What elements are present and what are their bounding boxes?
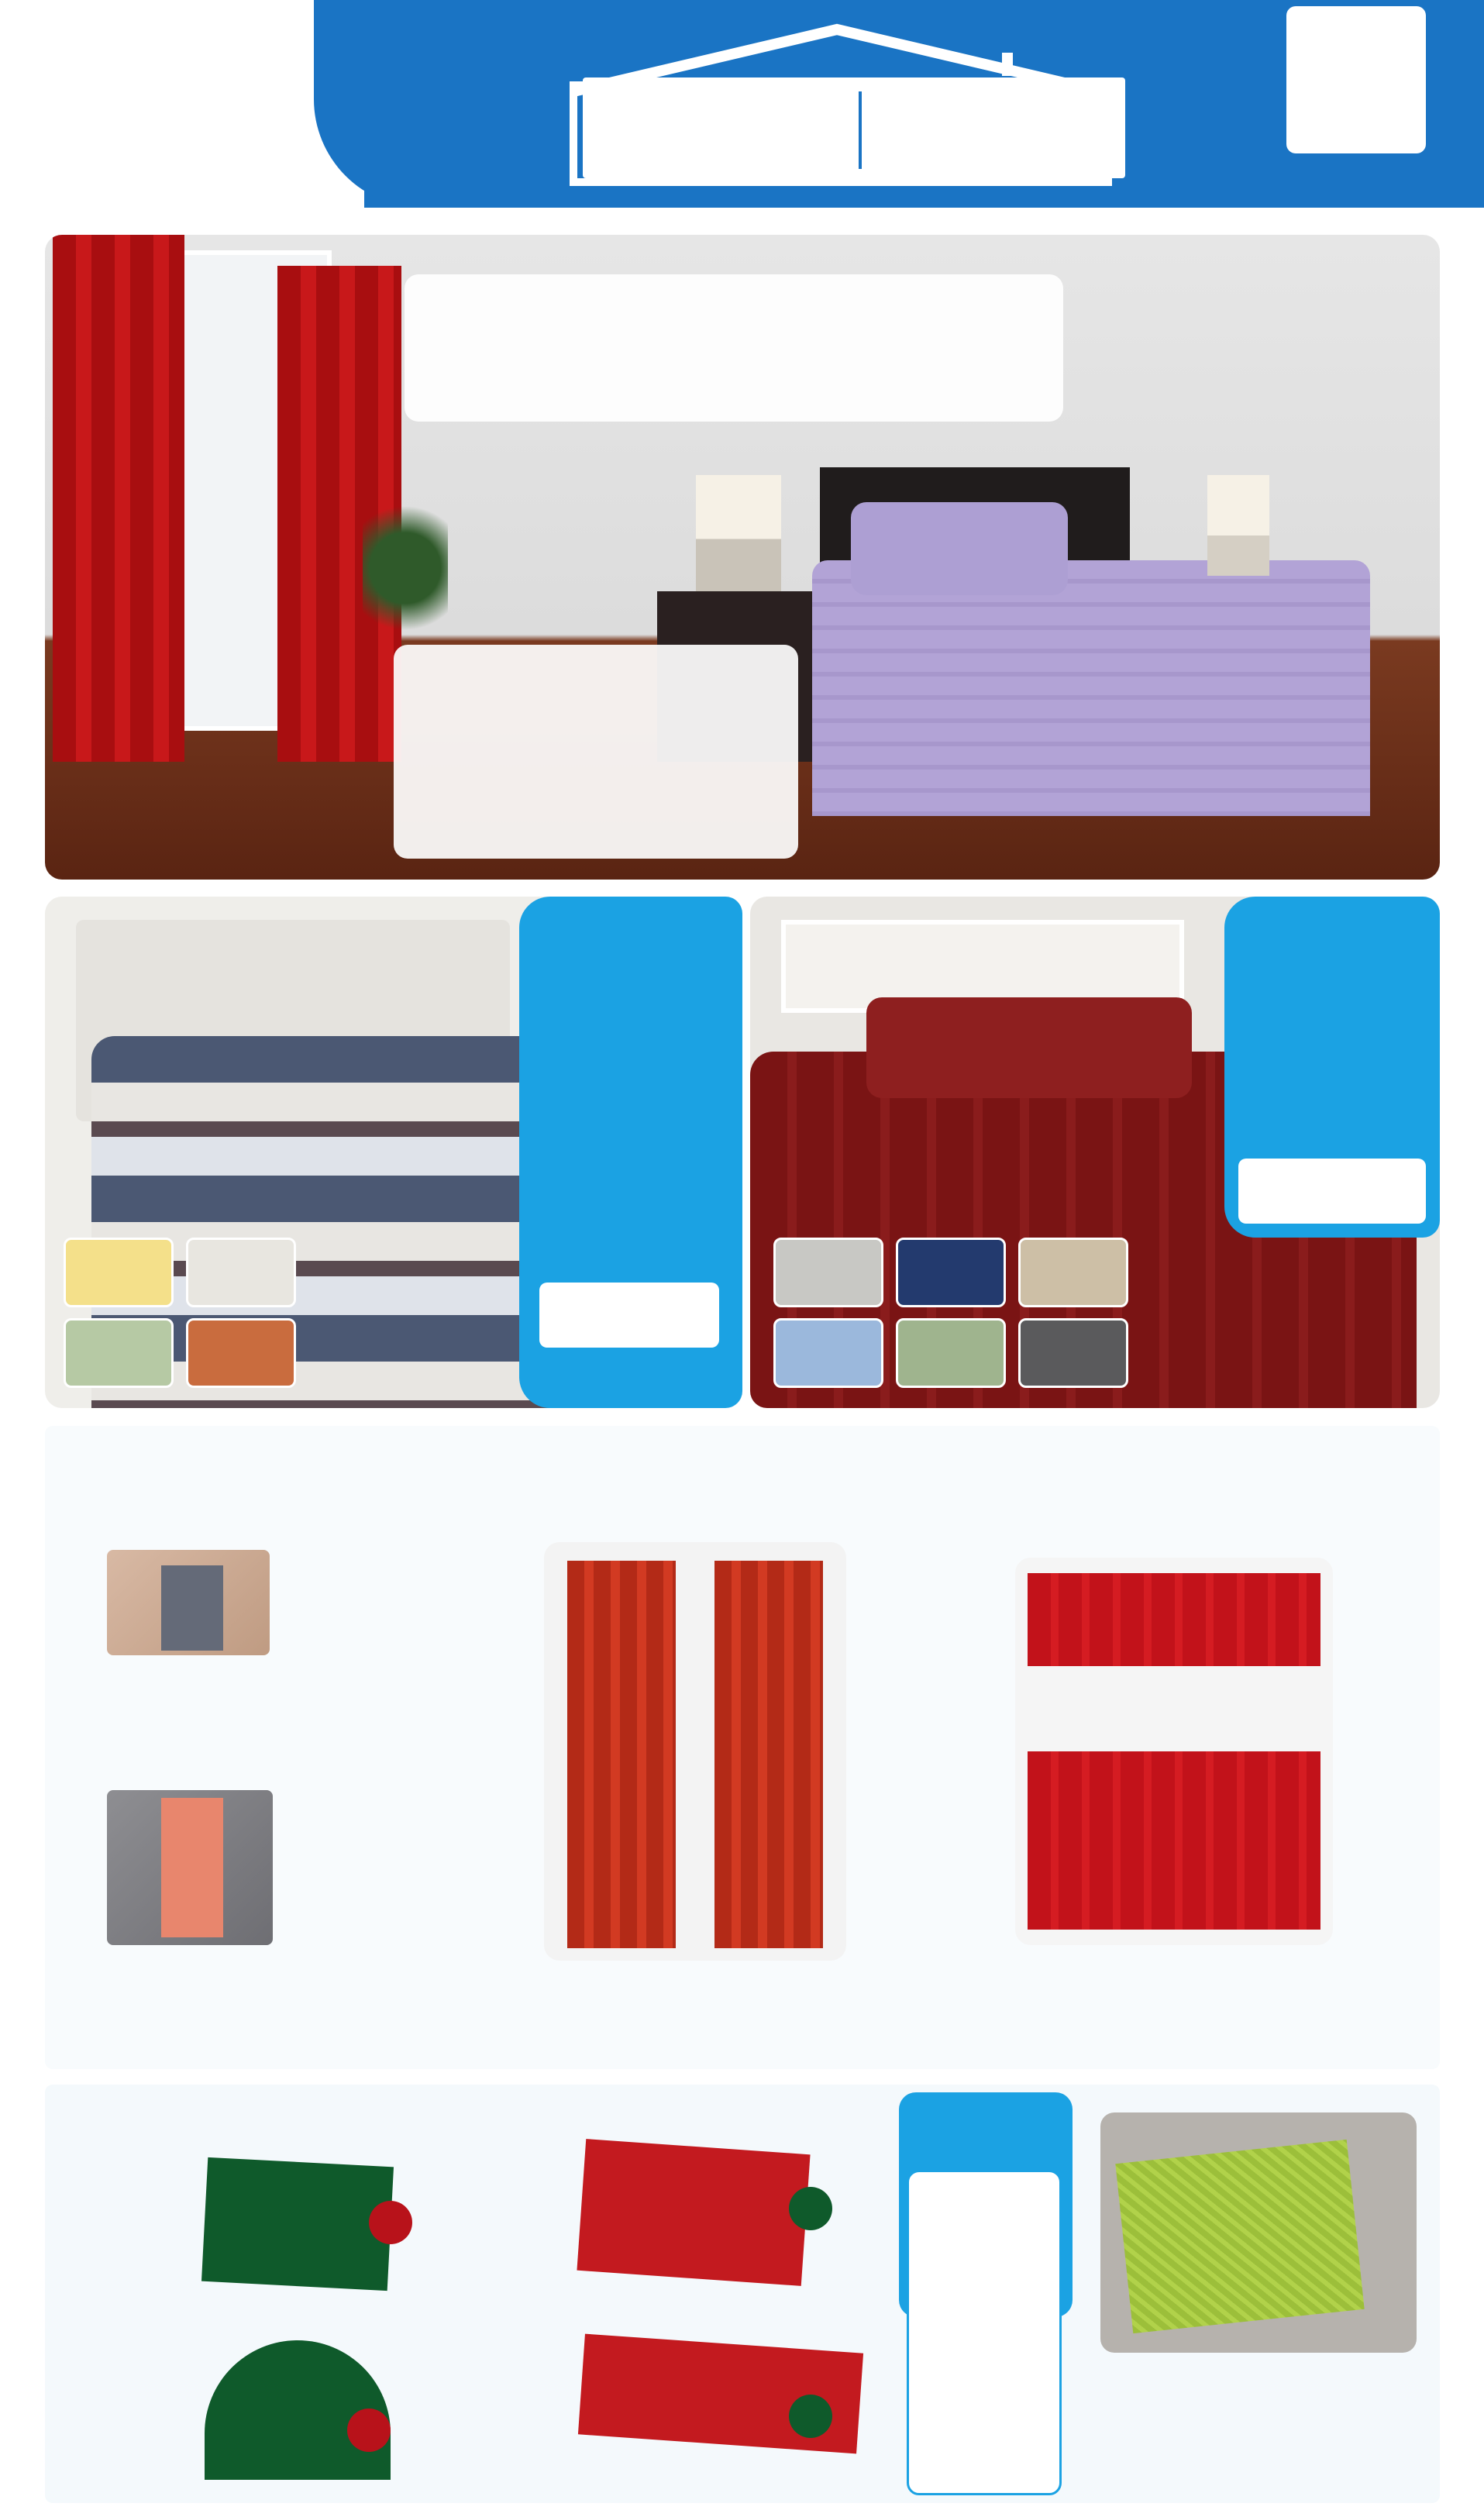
cali-photo <box>1100 2112 1417 2353</box>
print-thumb-2[interactable] <box>186 1238 296 1307</box>
rug-red-runner <box>578 2334 863 2454</box>
bella-thumb-6[interactable] <box>1018 1318 1128 1388</box>
header-band-curve <box>314 0 422 208</box>
cali-pricebox-2 <box>907 2170 1062 2495</box>
wendy-label <box>161 1565 223 1651</box>
hero-divider <box>859 91 862 169</box>
yasmin-panel-left <box>567 1561 676 1948</box>
wendy-package-2 <box>107 1790 273 1945</box>
bella-thumb-3[interactable] <box>1018 1238 1128 1307</box>
apollo-valance <box>1028 1573 1320 1666</box>
rug-green-rect <box>201 2157 394 2291</box>
hero-box <box>583 77 1125 178</box>
anya-info <box>405 274 1063 422</box>
header <box>0 0 1484 208</box>
bella-thumb-5[interactable] <box>896 1318 1006 1388</box>
print-thumb-1[interactable] <box>64 1238 174 1307</box>
print-pricebox <box>519 897 742 1408</box>
lavender-quilt <box>812 560 1370 816</box>
yasmin-photo <box>544 1542 846 1961</box>
red-ornament-2 <box>347 2409 391 2452</box>
elissa-info <box>394 645 798 859</box>
rug-red-rect <box>577 2139 810 2286</box>
bella-thumb-4[interactable] <box>773 1318 883 1388</box>
print-disclaimer <box>539 1283 719 1348</box>
apollo-tier <box>1028 1751 1320 1930</box>
bella-thumb-2[interactable] <box>896 1238 1006 1307</box>
plant <box>363 491 448 646</box>
print-thumb-3[interactable] <box>64 1318 174 1388</box>
apollo-photo <box>1015 1558 1333 1945</box>
lamp-left <box>696 475 781 591</box>
cali-rug <box>1115 2140 1364 2333</box>
print-thumb-4[interactable] <box>186 1318 296 1388</box>
bella-pillows <box>866 997 1192 1098</box>
bella-pricebox <box>1224 897 1440 1238</box>
yasmin-panel-right <box>714 1561 823 1948</box>
bella-thumb-1[interactable] <box>773 1238 883 1307</box>
green-ornament-2 <box>789 2395 832 2438</box>
garden-label <box>161 1798 223 1937</box>
bella-disclaimer <box>1238 1159 1426 1224</box>
red-ornament <box>369 2201 412 2244</box>
lamp-right <box>1207 475 1269 576</box>
pillow <box>851 502 1068 595</box>
validity-box <box>1286 6 1426 153</box>
wendy-package-1 <box>107 1550 270 1655</box>
green-ornament <box>789 2187 832 2230</box>
red-curtain-left <box>53 235 184 762</box>
